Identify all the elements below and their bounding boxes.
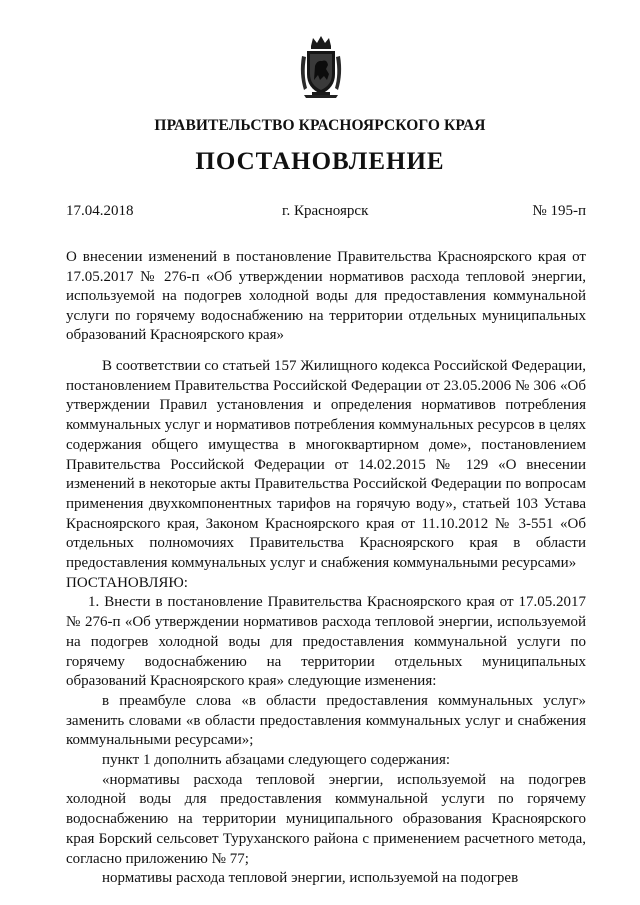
item-1-norms-continuation: нормативы расхода тепловой энергии, используемой на подогрев — [102, 870, 519, 887]
document-subject: О внесении изменений в постановление Правительства Красноярского края от 17.05.2017 № 276-п «Об утверждении нормативов расхода тепловой энергии, используемой на подогрев холодной воды для предоставления коммунальной услуги по горячему водоснабжению на территории отдельных муниципальных образований Красноярского края» — [66, 249, 586, 344]
decree-word: ПОСТАНОВЛЯЮ: — [66, 574, 188, 591]
document-body — [66, 357, 586, 889]
document-number: № 195-п — [532, 203, 586, 219]
item-1-norms-paragraph: «нормативы расхода тепловой энергии, используемой на подогрев холодной воды для предоставления коммунальной услуги по горячему водоснабжению на территории муниципального образования Красноярского края Борский сельсовет Туруханского района с применением расчетного метода, согласно приложению № 77; — [66, 771, 586, 867]
item-1-amendment-point: пункт 1 дополнить абзацами следующего содержания: — [102, 752, 451, 769]
document-type-title: ПОСТАНОВЛЕНИЕ — [195, 148, 445, 175]
preamble-paragraph: В соответствии со статьей 157 Жилищного кодекса Российской Федерации, постановлением Правительства Российской Федерации от 23.05.2006 № 306 «Об утверждении Правил установления и определения нормативов потребления коммунальных услуг и нормативов потребления коммунальных ресурсов в целях содержания общего имущества в многоквартирном доме», постановлением Правительства Российской Федерации от 14.02.2015 № 129 «О внесении изменений в некоторые акты Правительства Российской Федерации по вопросам применения двухкомпонентных тарифов на горячую воду», статьей 103 Устава Красноярского края, Законом Красноярского края от 11.10.2012 № 3-551 «Об отдельных полномочиях Правительства Красноярского края в области предоставления коммунальных услуг и снабжения коммунальными ресурсами» — [66, 358, 586, 572]
document-city: г. Красноярск — [282, 203, 369, 219]
document-date: 17.04.2018 — [66, 203, 134, 219]
item-1-amendment-preamble: в преамбуле слова «в области предоставления коммунальных услуг» заменить словами «в области предоставления коммунальных услуг и снабжения коммунальными ресурсами»; — [66, 692, 586, 749]
government-title: ПРАВИТЕЛЬСТВО КРАСНОЯРСКОГО КРАЯ — [154, 117, 486, 134]
coat-of-arms-icon — [298, 36, 344, 98]
item-1-paragraph: 1. Внести в постановление Правительства Красноярского края от 17.05.2017 № 276-п «Об утверждении нормативов расхода тепловой энергии, используемой на подогрев холодной воды для предоставления коммунальной услуги по горячему водоснабжению на территории отдельных муниципальных образований Красноярского края» следующие изменения: — [66, 594, 586, 690]
document-meta-row — [66, 203, 586, 221]
